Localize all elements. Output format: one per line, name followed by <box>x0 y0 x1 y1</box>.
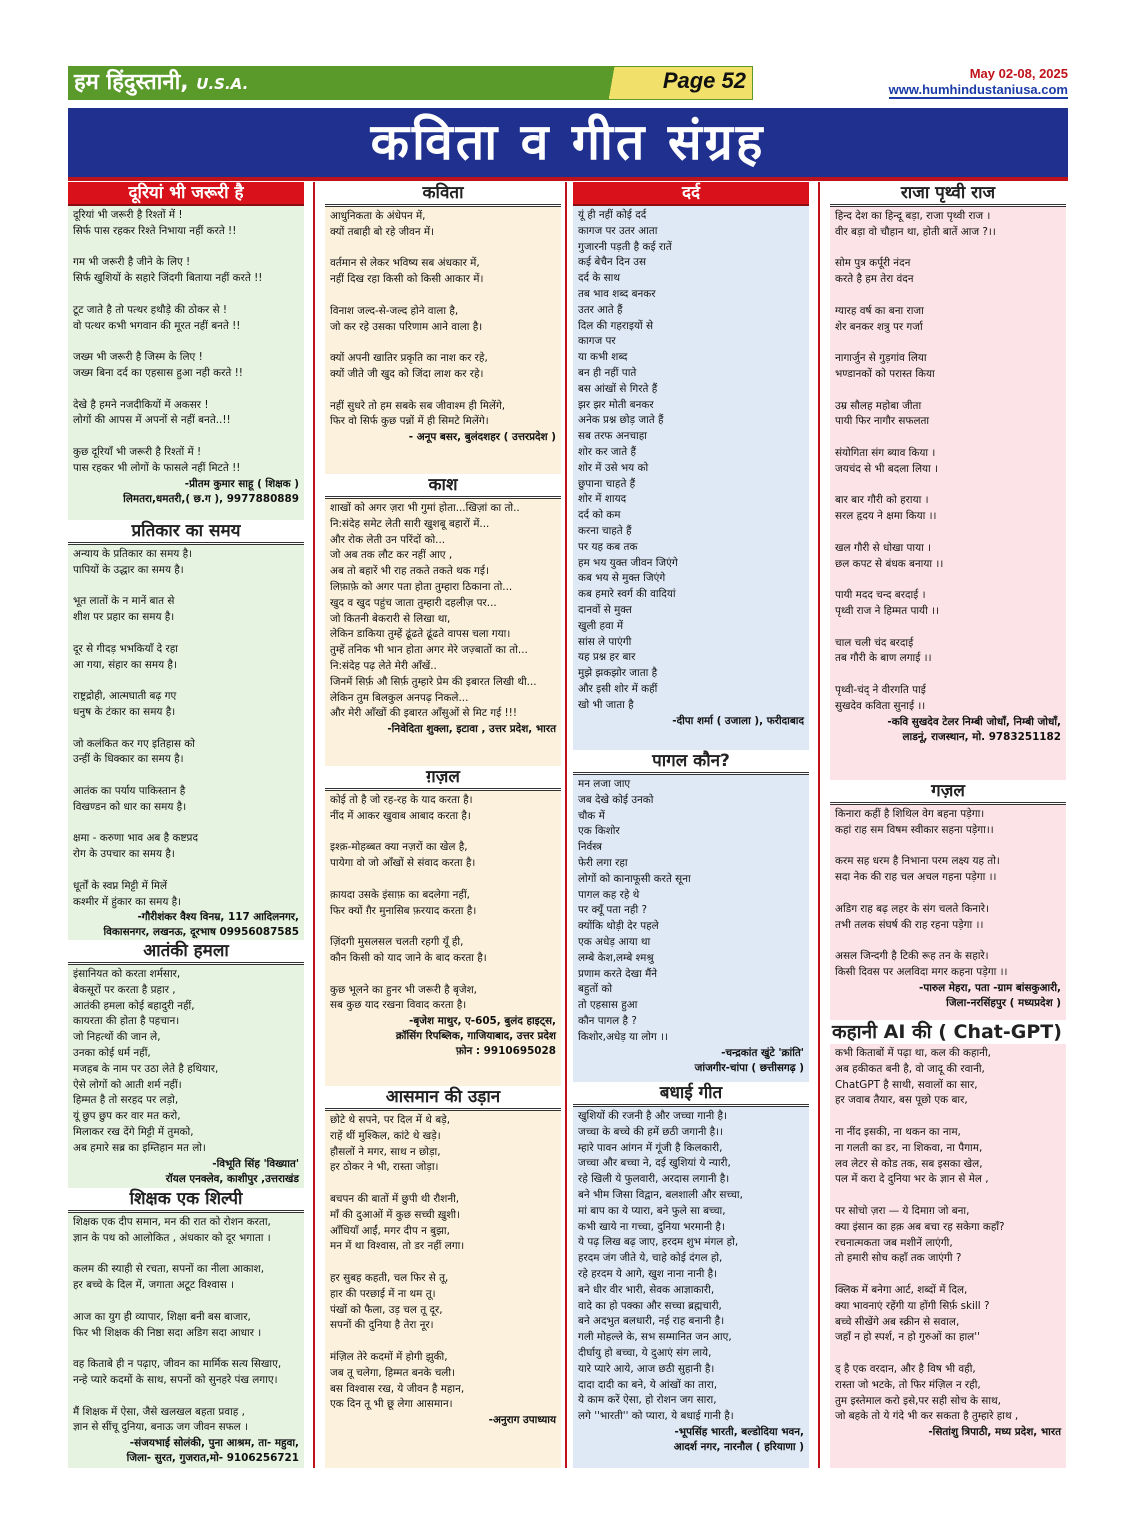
stanza: हिन्द देश का हिन्दू बड़ा, राजा पृथ्वी राज । वीर बड़ा वो चौहान था, होती बातें आज ?।। <box>835 210 996 238</box>
brand-suffix: U.S.A. <box>196 75 249 93</box>
issue-date: May 02-08, 2025 <box>969 66 1068 81</box>
stanza: इंसानियत को करता शर्मसार, बेकसूरों पर करता है प्रहार , आतंकी हमला कोई बहादुरी नहीं, कायरता की होता है पहचान। जो निहत्थों की जान ले, उनका कोई धर्म नहीं, मजहब के नाम पर उठा लेते है हथियार, ऐसे लोगों को आती शर्म नहीं। हिम्मत है तो सरहद पर लड़ो, यूं छुप छुप कर वार मत करो, मिलाकर रख देंगे मिट्टी में तुमको, अब हमारे सब्र का इम्तिहान मत लो। <box>73 968 219 1154</box>
stanza: हर सुबह कहती, चल फिर से तू, हार की परछाई में ना थम तू। पंखों को फैला, उड़ चल तू दूर, सपनों की दुनिया है तेरा नूर। <box>330 1271 449 1332</box>
poem-title: राजा पृथ्वी राज <box>830 182 1066 207</box>
stanza: विनाश जल्द-से-जल्द होने वाला है, जो कर रहे उसका परिणाम आने वाला है। <box>330 304 483 333</box>
poem-title: बधाई गीत <box>573 1082 809 1107</box>
poem-author: -भूपसिंह भारती, बल्डोदिया भवन, आदर्श नगर, नारनौल ( हरियाणा ) <box>673 1425 804 1453</box>
stanza: अडिग राह बढ़ लहर के संग चलते किनारे। तभी तलक संघर्ष की राह रहना पड़ेगा ।। <box>835 902 989 931</box>
stanza: आधुनिकता के अंधेपन में, क्यों तबाही बो रहे जीवन में। <box>330 210 435 238</box>
stanza: नागार्जुन से गुड़गांव लिया भण्डानकों को परास्त किया <box>835 352 935 380</box>
poem-dard <box>573 182 809 752</box>
poem-kavita <box>325 182 561 474</box>
poem-title: शिक्षक एक शिल्पी <box>68 1188 304 1213</box>
poem-author: -चन्द्रकांत खुंटे 'क्रांति' जांजगीर-चांपा ( छत्तीसगढ़ ) <box>694 1046 804 1074</box>
brand-name: हम हिंदुस्तानी, <box>74 70 189 95</box>
stanza: क्षमा - करुणा भाव अब है कष्टप्रद रोग के उपचार का समय है। <box>73 832 198 861</box>
column-divider <box>565 182 567 1468</box>
page-number-box <box>573 66 753 100</box>
stanza: क्लिक में बनेगा आर्ट, शब्दों में दिल, क्या भावनाएं रहेंगी या होंगी सिर्फ़ skill ? बच्चे सीखेंगे अब स्क्रीन से सवाल, जहाँ न हो स्पर्श, न हो गुरुओं का हाल'' <box>835 1283 990 1344</box>
poem-body <box>325 499 561 722</box>
poem-pagal-kaun <box>573 750 809 1082</box>
poem-author: -निवेदिता शुक्ला, इटावा , उत्तर प्रदेश, भारत <box>387 723 556 736</box>
stanza: आज का युग ही व्यापार, शिक्षा बनी बस बाजार, फिर भी शिक्षक की निष्ठा सदा अडिग सदा आधार । <box>73 1310 262 1339</box>
poem-ai-kahani <box>830 1020 1066 1468</box>
poem-author: -बृजेश माथुर, ए-605, बुलंद हाइट्स, क्रॉसिंग रिपब्लिक, गाजियाबाद, उत्तर प्रदेश फ़ोन : 9910695028 <box>395 1015 556 1058</box>
column-divider <box>818 182 820 1468</box>
stanza: कोई तो है जो रह-रह के याद करता है। नींद में आकर खुवाब आबाद करता है। <box>330 794 473 822</box>
masthead <box>68 66 573 100</box>
stanza: संयोगिता संग ब्याव किया । जयचंद से भी बदला लिया । <box>835 446 938 475</box>
poem-title: आसमान की उड़ान <box>325 1086 561 1111</box>
poem-title: दर्द <box>573 182 809 206</box>
poem-author: -पारुल मेहरा, पता -ग्राम बांसकुआरी, जिला-नरसिंहपुर ( मध्यप्रदेश ) <box>919 981 1061 1009</box>
poem-author: -प्रीतम कुमार साहू ( शिक्षक ) लिमतरा,धमतरी,( छ.ग ), 9977880889 <box>123 477 299 505</box>
stanza: शिक्षक एक दीप समान, मन की रात को रोशन करता, ज्ञान के पथ को आलोकित , अंधकार को दूर भगाता । <box>73 1216 271 1244</box>
stanza: कुछ दूरियाँ भी जरूरी है रिश्तों में ! पास रहकर भी लोगों के फासले नहीं मिटते !! <box>73 445 241 474</box>
stanza: ग्यारह वर्ष का बना राजा शेर बनकर शत्रु पर गर्जा <box>835 304 924 333</box>
stanza: नहीं सुधरे तो हम सबके सब जीवाश्म ही मिलेंगे, फिर वो सिर्फ कुछ पन्नों में ही सिमटे मिलेंगे। <box>330 399 506 428</box>
stanza: ज़िंदगी मुसलसल चलती रहगी यूँ ही, कौन किसी को याद जाने के बाद करता है। <box>330 936 487 964</box>
poem-kaash <box>325 474 561 766</box>
stanza: पायी मदद चन्द बरदाई । पृथ्वी राज ने हिम्मत पायी ।। <box>835 589 939 617</box>
stanza: किनारा कहीं है शिथिल वेग बहना पड़ेगा। कहां राह सम विषम स्वीकार सहना पड़ेगा।। <box>835 808 994 836</box>
stanza: यूं ही नहीं कोई दर्द कागज पर उतर आता गुजारनी पड़ती है कई रातें कई बेचैन दिन उस दर्द के साथ तब भाव शब्द बनकर उतर आते हैं दिल की गहराइयों से कागज पर या कभी शब्द बन ही नहीं पाते बस आंखों से गिरते हैं झर झर मोती बनकर अनेक प्रश्न छोड़ जाते हैं सब तरफ अनचाहा शोर कर जाते हैं शोर में उसे भय को छुपाना चाहते हैं शोर में शायद दर्द को कम करना चाहते हैं पर यह कब तक हम भय युक्त जीवन जिएंगे कब भय से मुक्त जिएंगे कब हमारे स्वर्ग की वादियां दानवों से मुक्त खुली हवा में सांस ले पाएंगी यह प्रश्न हर बार मुझे झकझोर जाता है और इसी शोर में कहीं खो भी जाता है <box>578 209 678 711</box>
poem-body <box>325 791 561 1014</box>
stanza: क्यों अपनी खातिर प्रकृति का नाश कर रहे, क्यों जीते जी खुद को जिंदा लाश कर रहे। <box>330 352 488 380</box>
poem-body <box>573 1107 809 1425</box>
poem-body <box>830 207 1066 715</box>
stanza: इश्क़-मोहब्बत क्या नज़रों का खेल है, पायेगा वो जो आँखों से संवाद करता है। <box>330 841 476 870</box>
stanza: छोटे थे सपने, पर दिल में थे बड़े, राहें थीं मुश्किल, कांटे थे खड़े। हौसलों ने मगर, साथ न छोड़ा, हर ठोकर ने भी, रास्ता जोड़ा। <box>330 1114 451 1174</box>
poem-title: गज़ल <box>830 780 1066 805</box>
website-link[interactable]: www.humhindustaniusa.com <box>888 82 1068 97</box>
poem-author: -कवि सुखदेव टेलर निम्बी जोधाँ, निम्बी जोधाँ, लाडनूं, राजस्थान, मो. 9783251182 <box>887 715 1061 743</box>
stanza: ना नींद इसकी, ना थकन का नाम, ना गलती का डर, ना शिकवा, ना पैगाम, लव लेटर से कोड तक, सब इसका खेल, पल में करा दे दुनिया भर के ज्ञान से मेल , <box>835 1125 989 1186</box>
page-header <box>68 66 1068 100</box>
page-number: Page 52 <box>662 68 746 93</box>
poem-aatanki-hamla <box>68 940 304 1188</box>
stanza: मंज़िल तेरे कदमों में होगी झुकी, जब तू चलेगा, हिम्मत बनके चली। बस विश्वास रख, ये जीवन है महान, एक दिन तू भी छू लेगा आसमान। <box>330 1350 465 1411</box>
section-title: कविता व गीत संग्रह <box>370 113 766 171</box>
stanza: खल गौरी से धोखा पाया । छल कपट से बंधक बनाया ।। <box>835 541 944 570</box>
poem-author: - अनूप बसर, बुलंदशहर ( उत्तरप्रदेश ) <box>408 431 556 444</box>
stanza: पृथ्वी-चंद् ने वीरगति पाई सुखदेव कविता सुनाई ।। <box>835 683 926 712</box>
poem-body <box>68 1213 304 1436</box>
poem-author: -गौरीशंकर वैश्य विनम्र, 117 आदिलनगर, विकासनगर, लखनऊ, दूरभाष 09956087585 <box>103 911 299 939</box>
stanza: शाखों को अगर ज़रा भी गुमां होता...खिज़ां का तो.. नि:संदेह समेट लेती सारी खुशबू बहारों में... और रोक लेती उन परिंदों को... जो अब तक लौट कर नहीं आए , अब तो बहारें भी राह तकते तकते थक गई। लिफ़ाफ़े को अगर पता होता तुम्हारा ठिकाना तो... खुद व खुद पहुंच जाता तुम्हारी दहलीज़ पर... जो कितनी बेकरारी से लिखा था, लेकिन डाकिया तुम्हें ढूंढते ढूंढते वापस चला गया। तुम्हें तनिक भी भान होता अगर मेरे जज़्बातों का तो... नि:संदेह पढ़ लेते मेरी आँखें.. जिनमें सिर्फ़ औ सिर्फ़ तुम्हारे प्रेम की इबारत लिखी थी... लेकिन तुम बिलकुल अनपढ़ निकले... और मेरी आँखों की इबारत आँसुओं से मिट गई !!! <box>330 502 537 720</box>
stanza: क़ायदा उसके इंसाफ़ का बदलेगा नहीं, फिर क्यों ग़ैर मुनासिब फ़रयाद करता है। <box>330 888 477 917</box>
stanza: बचपन की बातों में छुपी थी रौशनी, माँ की दुआओं में कुछ सच्ची ख़ुशी। आँधियाँ आईं, मगर दीप न बुझा, मन में था विश्वास, तो डर नहीं लगा। <box>330 1192 465 1253</box>
stanza: जख्म भी जरूरी है जिस्म के लिए ! जख्म बिना दर्द का एहसास हुआ नही करते !! <box>73 351 243 379</box>
stanza: दूरियां भी जरूरी है रिश्तों में ! सिर्फ पास रहकर रिश्ते निभाया नहीं करते !! <box>73 209 237 237</box>
poem-body <box>830 805 1066 981</box>
stanza: उम्र सौलह महोबा जीता पायी फिर नागौर सफलता <box>835 399 930 428</box>
poem-body <box>573 206 809 714</box>
stanza: खुशियों की रजनी है और जच्चा गानी है। जच्चा के बच्चे की हमें छठी जगानी है।। म्हारे पावन आंगन में गूंजी है किलकारी, जच्चा और बच्चा ने, दई खुशियां ये न्यारी, रहे खिली ये फुलवारी, अरदास लगानी है। बने भीम जिसा विद्वान, बलशाली और सच्चा, मां बाप का ये प्यारा, बने फुले सा बच्चा, कभी खाये ना गच्चा, दुनिया भरमानी है। ये पढ़ लिख बढ़ जाए, हरदम शुभ मंगल हो, हरदम जंग जीते ये, चाहे कोई दंगल हो, रहे हरदम ये आगे, खुश नाना नानी है। बने धीर वीर भारी, सेवक आज्ञाकारी, वादे का हो पक्का और सच्चा ब्रह्मचारी, बने अदभुत बलधारी, नई राह बनानी है। गली मोहल्ले के, सभ सम्मानित जन आए, दीर्घायु हो बच्चा, ये दुआएं संग लाये, यारे प्यारे आये, आज छठी सुहानी है। दादा दादी का बने, ये आंखों का तारा, ये काम करें ऐसा, हो रोशन जग सारा, लगे ''भारती'' को प्यारा, ये बधाई गानी है। <box>578 1110 743 1423</box>
poem-title: आतंकी हमला <box>68 940 304 965</box>
poem-body <box>68 545 304 910</box>
stanza: राष्ट्रद्रोही, आत्मघाती बढ़ गए धनुष के टंकार का समय है। <box>73 690 177 718</box>
column-3 <box>573 182 809 1468</box>
stanza: कलम की स्याही से रचता, सपनों का नीला आकाश, हर बच्चे के दिल में, जगाता अटूट विश्वास । <box>73 1263 264 1292</box>
poem-body <box>325 207 561 430</box>
column-4 <box>830 182 1066 1468</box>
stanza: बार बार गौरी को हराया । सरल हृदय ने क्षमा किया ।। <box>835 494 937 523</box>
poem-shikshak <box>68 1188 304 1468</box>
column-divider <box>313 182 315 1468</box>
stanza: जो कलंकित कर गए इतिहास को उन्हीं के धिक्कार का समय है। <box>73 737 195 766</box>
stanza: सोम पुत्र कर्पूरी नंदन करते है हम तेरा वंदन <box>835 257 914 286</box>
stanza: अन्याय के प्रतिकार का समय है। पापियों के उद्धार का समय है। <box>73 548 193 576</box>
poem-badhai-geet <box>573 1082 809 1468</box>
stanza: करम सह धरम है निभाना परम लक्ष्य यह तो। सदा नेक की राह चल अचल गहना पड़ेगा ।। <box>835 855 1000 884</box>
stanza: धूर्तों के स्वप्न मिट्टी में मिलें कश्मीर में हुंकार का समय है। <box>73 879 182 908</box>
poem-title: ग़ज़ल <box>325 766 561 791</box>
stanza: टूट जाते है तो पत्थर हथौड़े की ठोकर से ! वो पत्थर कभी भगवान की मूरत नहीं बनते !! <box>73 303 241 332</box>
column-2 <box>325 182 561 1468</box>
poem-title: पागल कौन? <box>573 750 809 775</box>
poem-body <box>830 1044 1066 1425</box>
stanza: भूत लातों के न मानें बात से शीश पर प्रहार का समय है। <box>73 595 175 624</box>
column-1 <box>68 182 304 1468</box>
poem-body <box>573 775 809 1046</box>
poem-pratikar <box>68 520 304 940</box>
stanza: मन लजा जाए जब देखे कोई उनको चौक में एक किशोर निर्वस्त्र फेरी लगा रहा लोगों को कानाफूसी करते सूना पागल कह रहे थे पर क्यूँ पता नही ? क्योंकि थोड़ी देर पहले एक अधेड़ आया था लम्बे केश,लम्बे श्मश्रु प्रणाम करते देखा मैंने बहुतों को तो एहसास हुआ कौन पागल है ? किशोर,अधेड़ या लोग ।। <box>578 778 691 1043</box>
poem-aasman <box>325 1086 561 1468</box>
stanza: चाल चली चंद बरदाई तब गौरी के बाण लगाई ।। <box>835 636 932 665</box>
section-banner <box>68 108 1068 181</box>
poem-dooriyan <box>68 182 304 518</box>
stanza: देखे है हमने नजदीकियों में अकसर ! लोगों की आपस में अपनों से नहीं बनते..!! <box>73 398 231 427</box>
poem-body <box>325 1111 561 1413</box>
poem-author: -दीपा शर्मा ( उजाला ), फरीदाबाद <box>672 714 804 727</box>
poem-author: -अनुराग उपाध्याय <box>488 1414 556 1427</box>
poem-title: दूरियां भी जरूरी है <box>68 182 304 206</box>
stanza: ड् है एक वरदान, और है विष भी वही, रास्ता जो भटके, तो फिर मंज़िल न रही, तुम इस्तेमाल करो इसे,पर सही सोच के साथ, जो बहके तो ये गंदे भी कर सकता है तुम्हारे हाथ , <box>835 1362 1019 1423</box>
poem-body <box>68 965 304 1157</box>
poem-title: कहानी AI की ( Chat-GPT) <box>830 1020 1066 1044</box>
poem-body <box>68 206 304 477</box>
poem-ghazal <box>325 766 561 1090</box>
poem-title: प्रतिकार का समय <box>68 520 304 545</box>
stanza: कुछ भूलने का हुनर भी जरूरी है बृजेश, सब कुछ याद रखना विवाद करता है। <box>330 983 477 1012</box>
stanza: कभी किताबों में पढ़ा था, कल की कहानी, अब हकीकत बनी है, वो जादू की रवानी, ChatGPT है साथी, सवालों का सार, हर जवाब तैयार, बस पूछो एक बार, <box>835 1047 991 1107</box>
stanza: वर्तमान से लेकर भविष्य सब अंधकार में, नहीं दिख रहा किसी को किसी आकार में। <box>330 257 484 286</box>
stanza: दूर से गीदड़ भभकियाँ दे रहा आ गया, संहार का समय है। <box>73 642 178 671</box>
poem-author: -विभूति सिंह 'विख्यात' रॉयल एनक्लेव, काशीपुर ,उत्तराखंड <box>165 1157 299 1185</box>
stanza: असल जिन्दगी है टिकी रूह तन के सहारे। किसी दिवस पर अलविदा मगर कहना पड़ेगा ।। <box>835 950 1008 978</box>
poem-author: -संजयभाई सोलंकी, पुना आश्रम, ता- महुवा, जिला- सुरत, गुजरात,मो- 9106256721 <box>126 1437 299 1465</box>
stanza: मैं शिक्षक में ऐसा, जैसे खलखल बहता प्रवाह , ज्ञान से सींचू दुनिया, बनाऊ जग जीवन सफल । <box>73 1405 248 1434</box>
poem-author: -सितांशु त्रिपाठी, मध्य प्रदेश, भारत <box>928 1426 1061 1439</box>
poem-title: कविता <box>325 182 561 207</box>
stanza: पर सोचो ज़रा — ये दिमाग़ जो बना, क्या इंसान का हक़ अब बचा रह सकेगा कहाँ? रचनात्मकता जब मशीनें लाएंगी, तो हमारी सोच कहाँ तक जाएंगी ? <box>835 1204 1005 1265</box>
stanza: वह किताबे ही न पढ़ाए, जीवन का मार्मिक सत्य सिखाए, नन्हे प्यारे कदमों के साथ, सपनों को सुनहरे पंख लगाए। <box>73 1358 282 1386</box>
poem-prithvi-raj <box>830 182 1066 780</box>
poem-title: काश <box>325 474 561 499</box>
stanza: आतंक का पर्याय पाकिस्तान है विखण्डन को धार का समय है। <box>73 784 187 813</box>
poem-gazal <box>830 780 1066 1020</box>
stanza: गम भी जरूरी है जीने के लिए ! सिर्फ खुशियों के सहारे जिंदगी बिताया नहीं करते !! <box>73 256 263 285</box>
